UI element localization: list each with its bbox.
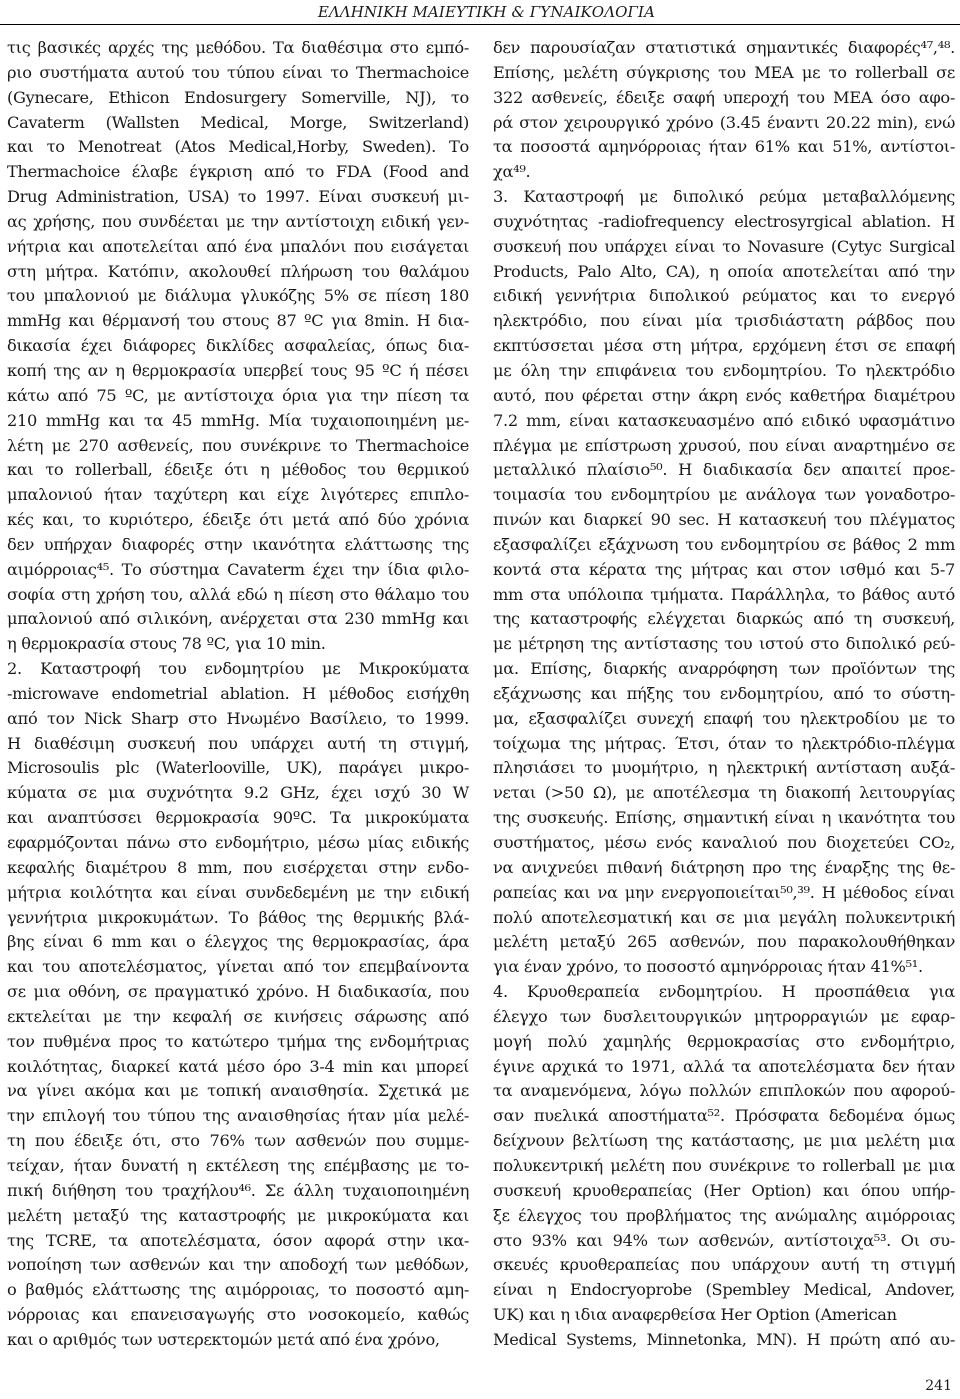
- text-line: 7.2 mm, είναι κατασκευασμένο από ειδικό υφασμάτινο: [493, 410, 955, 430]
- text-line: Thermachoice έλαβε έγκριση από το FDA (Food and: [7, 162, 469, 182]
- text-line: νεται (>50 Ω), με αποτέλεσμα τη διακοπή λειτουργίας: [493, 783, 955, 803]
- text-line: της συσκευής. Επίσης, σημαντική είναι η ικανότητα του: [493, 808, 955, 828]
- text-line: mm στα υπόλοιπα τμήματα. Παράλληλα, το βάθος αυτό: [493, 584, 955, 604]
- text-line: ραπείας και να μην ενεργοποιείται⁵⁰,³⁹. Η μέθοδος είναι: [493, 882, 955, 902]
- text-line: 322 ασθενείς, έδειξε σαφή υπεροχή του ΜΕΑ όσο αφο-: [493, 87, 955, 107]
- text-line: μελέτη μεταξύ 265 ασθενών, που παρακολουθήθηκαν: [493, 932, 955, 952]
- text-line: δικασία έχει διάφορες δικλίδες ασφαλείας, όπως δια-: [7, 336, 469, 356]
- text-line: ξε έλεγχος του προβλήματος της ανώμαλης αιμόρροιας: [493, 1205, 955, 1225]
- text-line: και ο αριθμός των υστερεκτομών μετά από ένα χρόνο,: [7, 1329, 440, 1349]
- text-line: μογή πολύ χαμηλής θερμοκρασίας στο ενδομήτριο,: [493, 1031, 955, 1051]
- text-line: Επίσης, μελέτη σύγκρισης του ΜΕΑ με το rollerball σε: [493, 62, 955, 82]
- text-line: γεννήτρια μικροκυμάτων. Το βάθος της θερμικής βλά-: [7, 907, 469, 927]
- text-line: Microsoulis plc (Waterlooville, UK), παράγει μικρο-: [7, 758, 469, 778]
- text-line: τον πυθμένα προς το κατώτερο τμήμα της ενδομήτριας: [7, 1031, 469, 1051]
- text-line: τα ποσοστά αμηνόρροιας ήταν 61% και 51%, αντίστοι-: [493, 137, 955, 157]
- text-line: κές και, το κυριότερο, έδειξε ότι μετά από δύο χρόνια: [7, 510, 469, 530]
- text-line: εξάχνωσης και πήξης του ενδομητρίου, από το σύστη-: [493, 683, 955, 703]
- text-line: 210 mmHg και τα 45 mmHg. Μία τυχαιοποιημένη με-: [7, 410, 469, 430]
- text-line: είναι η Endocryoprobe (Spembley Medical, Andover,: [493, 1280, 955, 1300]
- text-line: αιμόρροιας⁴⁵. Το σύστημα Cavaterm έχει την ίδια φιλο-: [7, 559, 469, 579]
- text-line: εξασφαλίζει εξάχνωση του ενδομητρίου σε βάθος 2 mm: [493, 534, 955, 554]
- text-line: ο βαθμός ελάττωσης της αιμόρροιας, το ποσοστό αμη-: [7, 1280, 469, 1300]
- text-line: 2. Καταστροφή του ενδομητρίου με Μικροκύματα: [7, 659, 469, 679]
- text-line: πλέγμα με επίστρωση χρυσού, που είναι αναρτημένο σε: [493, 435, 955, 455]
- text-line: συσκευή που υπάρχει είναι το Novasure (Cytyc Surgical: [493, 236, 955, 256]
- text-line: νήτρια και αποτελείται από ένα μπαλόνι που εισάγεται: [7, 236, 469, 256]
- text-line: μπαλονιού από σιλικόνη, ανέρχεται στα 230 mmHg και: [7, 609, 469, 629]
- text-line: αυτό, που φέρεται στην άκρη ενός καθετήρα διαμέτρου: [493, 385, 955, 405]
- header-divider: [0, 24, 960, 25]
- text-line: UK) και η ιδια αναφερθείσα Her Option (American: [493, 1305, 897, 1325]
- text-line: νόρροιας και επανεισαγωγής στο νοσοκομείο, καθώς: [7, 1305, 469, 1325]
- text-line: ρά στον χειρουργικό χρόνο (3.45 έναντι 20.22 min), ενώ: [493, 112, 955, 132]
- text-line: και αναπτύσσει θερμοκρασία 90ºC. Τα μικροκύματα: [7, 808, 469, 828]
- text-line: έγινε αρχικά το 1971, αλλά τα αποτελέσματα δεν ήταν: [493, 1056, 955, 1076]
- text-line: Η διαθέσιμη συσκευή που υπάρχει αυτή τη στιγμή,: [7, 733, 469, 753]
- text-line: μήτρια κοιλότητα και είναι συνδεδεμένη με την ειδική: [7, 882, 469, 902]
- text-line: ας χρήσης, που συνδέεται με την αντίστοιχη ειδική γεν-: [7, 211, 469, 231]
- text-line: στη μήτρα. Κατόπιν, ακολουθεί πλήρωση του θαλάμου: [7, 261, 469, 281]
- text-line: να ανιχνεύει πιθανή διάτρηση προ της έναρξης της θε-: [493, 857, 955, 877]
- text-line: μελέτη μεταξύ της καταστροφής με μικροκύματα και: [7, 1205, 469, 1225]
- text-line: δεν παρουσίαζαν στατιστικά σημαντικές διαφορές⁴⁷,⁴⁸.: [493, 38, 955, 57]
- text-line: και του αποτελέσματος, γίνεται από τον επεμβαίνοντα: [7, 957, 469, 977]
- text-line: (Gynecare, Ethicon Endosurgery Somerville, NJ), το: [7, 87, 469, 107]
- text-line: δεν υπήρχαν διαφορές στην ικανότητα ελάττωσης της: [7, 534, 469, 554]
- text-line: νοποίηση των ασθενών και την αποδοχή των μεθόδων,: [7, 1255, 469, 1275]
- text-line: πολυκεντρική μελέτη που συνέκρινε το rollerball με μια: [493, 1155, 955, 1175]
- journal-title: ΕΛΛΗΝΙΚΗ ΜΑΙΕΥΤΙΚΗ & ΓΥΝΑΙΚΟΛΟΓΙΑ: [317, 3, 655, 21]
- text-line: μα, εξασφαλίζει συνεχή επαφή του ηλεκτροδίου με το: [493, 708, 955, 728]
- text-line: σοφία στη χρήση του, αλλά εδώ η πίεση στο θάλαμο του: [7, 584, 469, 604]
- text-line: έλεγχο των δυσλειτουργικών μητρορραγιών με εφαρ-: [493, 1006, 955, 1026]
- text-line: κύματα σε μια συχνότητα 9.2 GHz, έχει ισχύ 30 W: [7, 783, 469, 803]
- text-line: τις βασικές αρχές της μεθόδου. Τα διαθέσιμα στο εμπό-: [7, 38, 469, 57]
- text-line: μεταλλικό πλαίσιο⁵⁰. Η διαδικασία δεν απαιτεί προε-: [493, 460, 955, 480]
- text-line: πολύ αποτελεσματική και σε μια μεγάλη πολυκεντρική: [493, 907, 955, 927]
- text-line: Drug Administration, USA) το 1997. Είναι συσκευή μι-: [7, 187, 469, 207]
- text-line: σκευές κρυοθεραπείας που υπάρχουν αυτή τη στιγμή: [493, 1255, 955, 1275]
- text-line: συσκευή κρυοθεραπείας (Her Option) και όπου υπήρ-: [493, 1180, 955, 1200]
- text-line: κοντά στα κέρατα της μήτρας και στον ισθμό και 5-7: [493, 559, 955, 579]
- text-line: βης είναι 6 mm και ο έλεγχος της θερμοκρασίας, άρα: [7, 932, 469, 952]
- text-line: και το rollerball, έδειξε ότι η μέθοδος του θερμικού: [7, 460, 469, 480]
- text-line: τοιμασία του ενδομητρίου με ανάλογα των γοναδοτρο-: [493, 485, 955, 505]
- text-line: με όλη την επιφάνεια του ενδομητρίου. Το ηλεκτρόδιο: [493, 360, 955, 380]
- text-line: της TCRE, τα αποτελέσματα, όσον αφορά στην ικα-: [7, 1230, 469, 1250]
- left-text-column: [7, 36, 469, 1353]
- text-line: της καταστροφής ελέγχεται διαρκώς από τη συσκευή,: [493, 609, 955, 629]
- text-line: ηλεκτρόδιο, που είναι μία τρισδιάστατη ράβδος που: [493, 311, 955, 331]
- text-line: και το Menotreat (Atos Medical,Horby, Sweden). Το: [7, 137, 469, 157]
- text-line: τείχαν, ήταν δυνατή η εκτέλεση της επέμβασης με το-: [7, 1155, 469, 1175]
- text-line: mmHg και θέρμανσή του στους 87 ºC για 8min. Η δια-: [7, 311, 469, 331]
- text-line: ειδική γεννήτρια διπολικού ρεύματος και το ενεργό: [493, 286, 955, 306]
- text-line: η θερμοκρασία στους 78 ºC, για 10 min.: [7, 634, 326, 654]
- text-line: κάτω από 75 ºC, με αντίστοιχα όρια για την πίεση τα: [7, 385, 469, 405]
- text-line: μπαλονιού ήταν ταχύτερη και είχε λιγότερες επιπλο-: [7, 485, 469, 505]
- text-line: εκπτύσσεται μέσα στη μήτρα, ερχόμενη έτσι σε επαφή: [493, 336, 955, 356]
- text-line: εκτελείται με την κεφαλή σε κινήσεις σάρωσης από: [7, 1006, 469, 1026]
- text-line: Cavaterm (Wallsten Medical, Morge, Switzerland): [7, 112, 469, 132]
- text-line: μα. Επίσης, διαρκής αναρρόφηση των προϊόντων της: [493, 659, 955, 679]
- text-line: χα⁴⁹.: [493, 162, 531, 182]
- text-line: από τον Nick Sharp στο Ηνωμένο Βασίλειο, το 1999.: [7, 708, 469, 728]
- text-line: Products, Palo Alto, CA), η οποία αποτελείται από την: [493, 261, 955, 281]
- text-line: του μπαλονιού με διάλυμα γλυκόζης 5% σε πίεση 180: [7, 286, 469, 306]
- text-line: 3. Καταστροφή με διπολικό ρεύμα μεταβαλλόμενης: [493, 187, 955, 207]
- page-number: 241: [925, 1378, 952, 1394]
- text-line: Medical Systems, Minnetonka, MN). Η πρώτη από αυ-: [493, 1329, 955, 1349]
- right-text-column: [493, 36, 955, 1353]
- text-line: πική διήθηση του τραχήλου⁴⁶. Σε άλλη τυχαιοποιημένη: [7, 1180, 469, 1200]
- text-line: για έναν χρόνο, το ποσοστό αμηνόρροιας ήταν 41%⁵¹.: [493, 957, 923, 977]
- text-line: κοπή της αν η θερμοκρασία υπερβεί τους 95 ºC ή πέσει: [7, 360, 469, 380]
- text-line: να γίνει ακόμα και με τοπική αναισθησία. Σχετικά με: [7, 1081, 469, 1101]
- text-line: -microwave endometrial ablation. Η μέθοδος εισήχθη: [7, 683, 469, 703]
- text-line: 4. Κρυοθεραπεία ενδομητρίου. Η προσπάθεια για: [493, 982, 955, 1002]
- text-line: τα αναμενόμενα, λόγω πολλών επιπλοκών που αφορού-: [493, 1081, 955, 1101]
- text-line: στο 93% και 94% των ασθενών, αντίστοιχα⁵³. Οι συ-: [493, 1230, 955, 1250]
- text-line: λέτη με 270 ασθενείς, που συνέκρινε το Thermachoice: [7, 435, 469, 455]
- text-line: με μέτρηση της αντίστασης του ιστού στο διπολικό ρεύ-: [493, 634, 955, 654]
- text-line: πινών και διαρκεί 90 sec. Η κατασκευή του πλέγματος: [493, 510, 955, 530]
- text-line: δείχνουν βελτίωση της κατάστασης, με μια μελέτη μια: [493, 1131, 955, 1151]
- text-line: συχνότητας -radiofrequency electrosyrgical ablation. Η: [493, 211, 955, 231]
- text-line: τη που έδειξε ότι, στο 76% των ασθενών που συμμε-: [7, 1131, 469, 1151]
- text-line: συστήματος, μέσω ενός καναλιού που διοχετεύει CO₂,: [493, 833, 955, 852]
- text-line: κοιλότητας, διαρκεί κατά μέσο όρο 3-4 min και μπορεί: [7, 1056, 469, 1076]
- text-line: σε μια οθόνη, σε πραγματικό χρόνο. Η διαδικασία, που: [7, 982, 469, 1002]
- text-line: κεφαλής διαμέτρου 8 mm, που εισέρχεται στην ενδο-: [7, 857, 469, 877]
- text-line: σαν πυελικά αποστήματα⁵². Πρόσφατα δεδομένα όμως: [493, 1106, 955, 1126]
- text-line: ριο συστήματα αυτού του τύπου είναι το Thermachoice: [7, 62, 469, 82]
- text-line: την επιλογή του τύπου της αναισθησίας ήταν μία μελέ-: [7, 1106, 469, 1126]
- text-line: εφαρμόζονται πάνω στο ενδομήτριο, μέσω μίας ειδικής: [7, 833, 469, 852]
- text-line: πλησιάσει το μυομήτριο, η ηλεκτρική αντίσταση αυξά-: [493, 758, 955, 778]
- text-line: τοίχωμα της μήτρας. Έτσι, όταν το ηλεκτρόδιο-πλέγμα: [493, 733, 955, 753]
